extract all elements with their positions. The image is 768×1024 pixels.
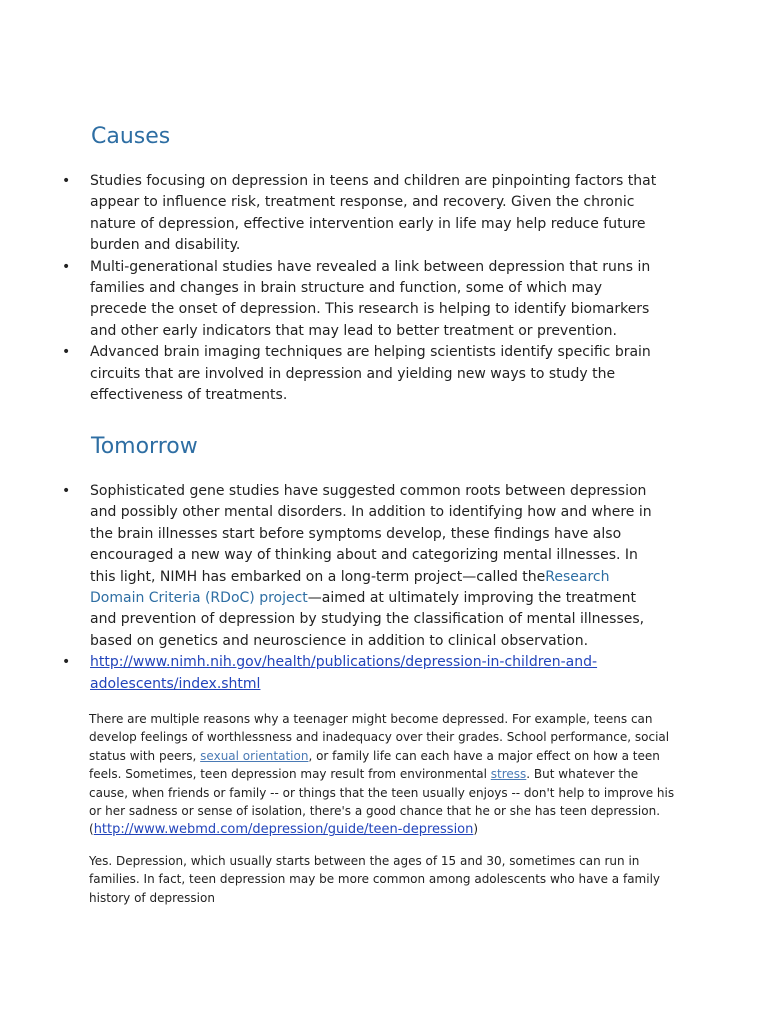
paragraph-text: There are multiple reasons why a teenager might become depressed. For example, teens can develop feelings of worthlessness and inadequacy over their grades. School performance, social status with peers, (89, 712, 670, 763)
family-history-paragraph: Yes. Depression, which usually starts between the ages of 15 and 30, sometimes can run in families. In fact, teen depression may be more common among adolescents who have a family history of depression (89, 854, 661, 905)
list-item: • Advanced brain imaging techniques are helping scientists identify specific brain circuits that are involved in depression and yielding new ways to study the effectiveness of treatments. (62, 342, 662, 406)
paragraph-text: . But whatever the cause, when friends or family -- or things that the teen usually enjoys -- don't help to improve his or her sadness or sense of isolation, there's a good chance that he or she has teen depression. (89, 767, 675, 819)
tomorrow-heading: Tomorrow (91, 434, 198, 459)
bullet-text: —aimed at ultimately improving the treatment and prevention of depression by studying the classification of mental illnesses, based on genetics and neuroscience in addition to clinical observation. (90, 590, 645, 649)
list-item: • Multi-generational studies have revealed a link between depression that runs in families and changes in brain structure and function, some of which may precede the onset of depression. This research is helping to identify biomarkers and other early indicators that may lead to better treatment or prevention. (62, 257, 662, 343)
paragraph-text: , or family life can each have a major effect on how a teen feels. Sometimes, teen depression may result from environmental (89, 748, 660, 782)
sexual-orientation-link[interactable]: sexual orientation (200, 748, 309, 763)
rdoc-project-link[interactable]: Research Domain Criteria (RDoC) project (90, 568, 610, 607)
list-item (62, 481, 662, 652)
causes-bullet-list (62, 171, 662, 406)
list-item (62, 652, 662, 695)
causes-heading: Causes (91, 124, 171, 149)
bullet-text: Sophisticated gene studies have suggested common roots between depression and possibly other mental disorders. In addition to identifying how and where in the brain illnesses start before symptoms develop, these findings have also encouraged a new way of thinking about and categorizing mental illnesses. In this light, NIMH has embarked on a long-term project—called the (90, 483, 652, 585)
tomorrow-bullet-list (62, 481, 662, 695)
list-item: • Studies focusing on depression in teens and children are pinpointing factors that appear to influence risk, treatment response, and recovery. Given the chronic nature of depression, effective intervention early in life may help reduce future burden and disability. (62, 171, 662, 257)
webmd-url-link[interactable]: http://www.webmd.com/depression/guide/teen-depression (93, 822, 474, 838)
stress-link[interactable]: stress (490, 767, 527, 782)
source-open-paren: ( (89, 822, 94, 837)
nimh-url-link[interactable]: http://www.nimh.nih.gov/health/publications/depression-in-children-and-adolescents/index.shtml (90, 654, 598, 692)
webmd-paragraph (89, 710, 679, 840)
source-close-paren: ) (473, 822, 479, 837)
